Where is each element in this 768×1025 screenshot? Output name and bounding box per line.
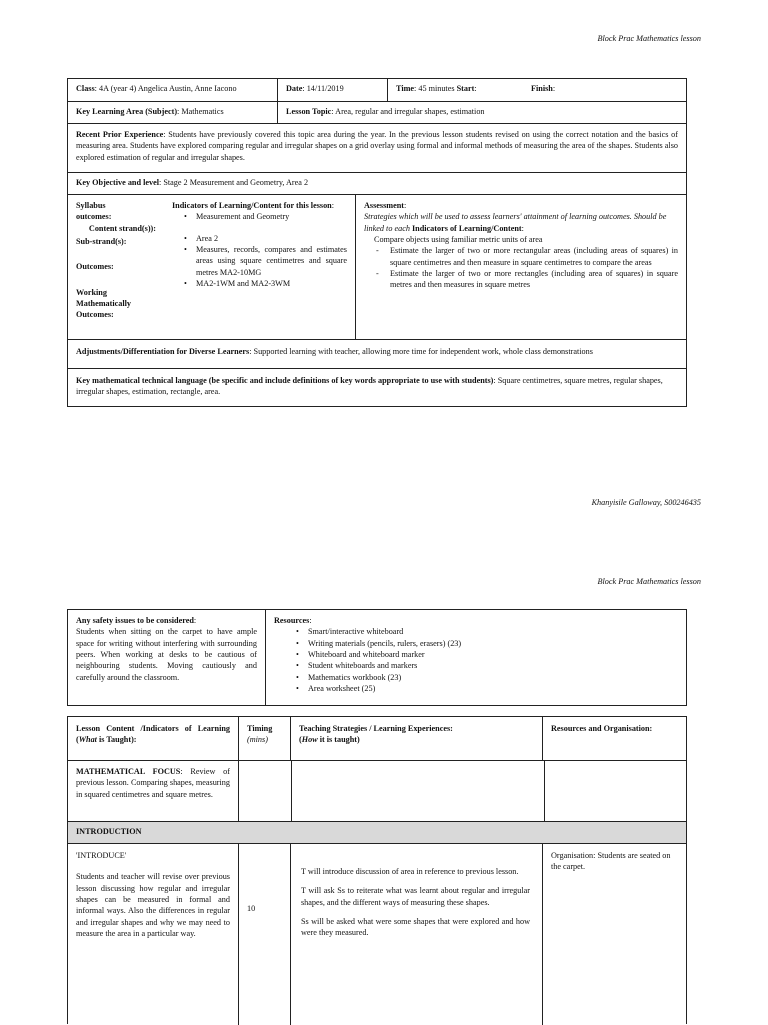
resources-list [274, 626, 678, 694]
technical-language-row [68, 368, 686, 406]
topic-label: Lesson Topic [286, 107, 332, 116]
safety-text: Students when sitting on the carpet to have ample space for writing without interfering with surrounding peers. When working at desks to be cautious of neighbouring students. Moving cautiously and carefully around the classroom. [76, 627, 257, 682]
prior-value: : Students have previously covered this topic area during the year. In the previous lesson students revised on using the correct notation and the basics of measuring area. Students have explored comparing regular and irregular shapes on a grid overlay using formal and informal methods of measuring the area of the shapes. Students also explored estimation of regular and irregular shapes. [76, 130, 678, 162]
strategies-heading-italic: How [301, 735, 318, 745]
indicator-item: • MA2-1WM and MA2-3WM [196, 278, 347, 289]
resources-heading: Resources [274, 616, 310, 625]
resource-item: • Smart/interactive whiteboard [308, 626, 678, 637]
class-date-time-row [68, 79, 686, 101]
start-colon: : [474, 84, 477, 93]
assessment-list [364, 245, 678, 290]
date-cell [277, 79, 387, 101]
focus-text: : Review of previous lesson. Comparing shapes, measuring in squared centimetres and square metres. [76, 767, 230, 799]
focus-strategies-cell [291, 761, 544, 821]
objective-value: : Stage 2 Measurement and Geometry, Area 2 [159, 178, 309, 187]
resource-item: • Writing materials (pencils, rulers, erasers) (23) [308, 638, 678, 649]
intro-strategy: T will ask Ss to reiterate what was learnt about regular and irregular shapes, and the different ways of measuring these shapes. [301, 886, 530, 907]
kla-label: Key Learning Area (Subject) [76, 107, 178, 116]
sub-strand-label: Sub-strand(s): [76, 236, 127, 246]
indicator-item: • Area 2 [196, 233, 347, 244]
focus-timing-cell [238, 761, 291, 821]
strategies-heading: Teaching Strategies / Learning Experiences: [299, 724, 453, 733]
safety-colon: : [193, 616, 197, 625]
objective-label: Key Objective and level [76, 178, 159, 187]
assessment-cell [355, 195, 686, 339]
resource-item: • Student whiteboards and markers [308, 660, 678, 671]
introduction-row [68, 843, 686, 1025]
technical-language-value: : Square centimetres, square metres, regular shapes, irregular shapes, estimation, rectangle, area. [76, 376, 663, 397]
outcomes-label: Outcomes: [76, 262, 114, 272]
date-value: : 14/11/2019 [302, 84, 344, 93]
working-math-label: Working Mathematically Outcomes: [76, 287, 132, 320]
focus-row [68, 760, 686, 821]
indicators-heading: Indicators of Learning/Content for this lesson [172, 201, 332, 210]
date-label: Date [286, 84, 303, 93]
class-cell [68, 79, 277, 101]
time-label: Time [396, 84, 415, 93]
finish-colon: : [552, 84, 556, 93]
strategies-open-paren: ( [299, 735, 302, 745]
content-heading-tail: is Taught): [96, 735, 137, 745]
indicators-list [172, 211, 347, 289]
page-header: Block Prac Mathematics lesson [597, 34, 701, 43]
plan-col-timing-heading [238, 717, 290, 760]
prior-label: Recent Prior Experience [76, 130, 164, 139]
content-strand-label: Content strand(s)): [88, 223, 156, 233]
assessment-description-colon: : [521, 223, 524, 233]
focus-cell [68, 761, 238, 821]
intro-timing: 10 [247, 904, 256, 913]
plan-col-strategies-heading [290, 717, 542, 760]
introduction-section-row [68, 821, 686, 843]
kla-topic-row [68, 101, 686, 123]
page-header-2: Block Prac Mathematics lesson [597, 577, 701, 586]
assessment-item: - Estimate the larger of two or more rectangles (including area of squares) in square metres and then measures in square metres [390, 268, 678, 291]
adjustments-label: Adjustments/Differentiation for Diverse Learners [76, 347, 250, 356]
indicator-item: • Measures, records, compares and estimates areas using square centimetres and square metres MA2-10MG [196, 244, 347, 278]
indicator-item: • Measurement and Geometry [196, 211, 347, 222]
assessment-description-bold: Indicators of Learning/Content [411, 223, 522, 233]
assessment-item: - Estimate the larger of two or more rectangular areas (including areas of squares) in square centimetres and then measure in square centimetres to compare the areas [390, 245, 678, 268]
intro-strategy: Ss will be asked what were some shapes that were explored and how were they measured. [301, 916, 530, 938]
assessment-compare: Compare objects using familiar metric units of area [374, 234, 543, 244]
syllabus-outcomes-label: Syllabus outcomes: [76, 201, 112, 222]
assessment-colon: : [404, 201, 407, 210]
page-footer: Khanyisile Galloway, S00246435 [591, 498, 701, 507]
prior-experience-row [68, 123, 686, 172]
start-label: Start [456, 84, 475, 93]
syllabus-cell [68, 195, 164, 339]
plan-col-content-heading [68, 717, 238, 760]
intro-strategies-cell [290, 844, 542, 1025]
adjustments-value: : Supported learning with teacher, allowing more time for independent work, whole class demonstrations [249, 347, 593, 356]
intro-organisation: Organisation: Students are seated on the carpet. [551, 851, 671, 872]
resources-org-heading: Resources and Organisation: [551, 724, 653, 733]
plan-header-row [68, 717, 686, 760]
plan-col-resources-heading [542, 717, 686, 760]
time-cell [387, 79, 686, 101]
time-value: : 45 minutes [414, 84, 455, 93]
indicators-cell [164, 195, 355, 339]
intro-timing-cell [238, 844, 290, 1025]
assessment-description: Strategies which will be used to assess learners' attainment of learning outcomes. Should be linked to each [364, 212, 667, 233]
lesson-info-table [67, 78, 687, 407]
lesson-plan-table [67, 716, 687, 1024]
resource-item: • Whiteboard and whiteboard marker [308, 649, 678, 660]
finish-label: Finish [531, 84, 553, 93]
technical-language-label: Key mathematical technical language (be specific and include definitions of key words appropriate to use with students) [76, 376, 494, 385]
kla-value: : Mathematics [177, 107, 224, 116]
resources-colon: : [309, 616, 312, 625]
timing-heading: Timing [247, 724, 273, 733]
outcomes-row [68, 194, 686, 339]
safety-resources-table [67, 609, 687, 706]
intro-content-cell [68, 844, 238, 1025]
resources-cell [265, 610, 686, 705]
adjustments-row [68, 339, 686, 368]
class-value: : 4A (year 4) Angelica Austin, Anne Iacono [94, 84, 237, 93]
topic-cell [277, 102, 686, 123]
intro-strategy: T will introduce discussion of area in reference to previous lesson. [301, 867, 519, 876]
safety-cell [68, 610, 265, 705]
content-heading: Lesson Content /Indicators of Learning ( [76, 724, 230, 745]
strategies-heading-tail: it is taught) [317, 735, 360, 745]
assessment-heading: Assessment [364, 201, 405, 210]
intro-title: 'INTRODUCE' [76, 851, 127, 860]
resource-item: • Mathematics workbook (23) [308, 672, 678, 683]
topic-value: : Area, regular and irregular shapes, estimation [331, 107, 485, 116]
introduction-heading: INTRODUCTION [76, 827, 142, 836]
focus-resources-cell [544, 761, 686, 821]
class-label: Class [76, 84, 95, 93]
indicators-colon: : [331, 201, 335, 210]
resource-item: • Area worksheet (25) [308, 683, 678, 694]
focus-label: MATHEMATICAL FOCUS [76, 767, 181, 776]
key-objective-row [68, 172, 686, 194]
kla-cell [68, 102, 277, 123]
intro-text: Students and teacher will revise over previous lesson discussing how regular and irregular shapes can be measured in formal and informal ways. Also the differences in regular and irregular shapes and why we may need to measure the area in a particular way. [76, 872, 230, 938]
timing-sub: (mins) [247, 735, 268, 745]
intro-resources-cell [542, 844, 686, 1025]
content-heading-italic: What [78, 735, 97, 745]
safety-heading: Any safety issues to be considered [76, 616, 194, 625]
